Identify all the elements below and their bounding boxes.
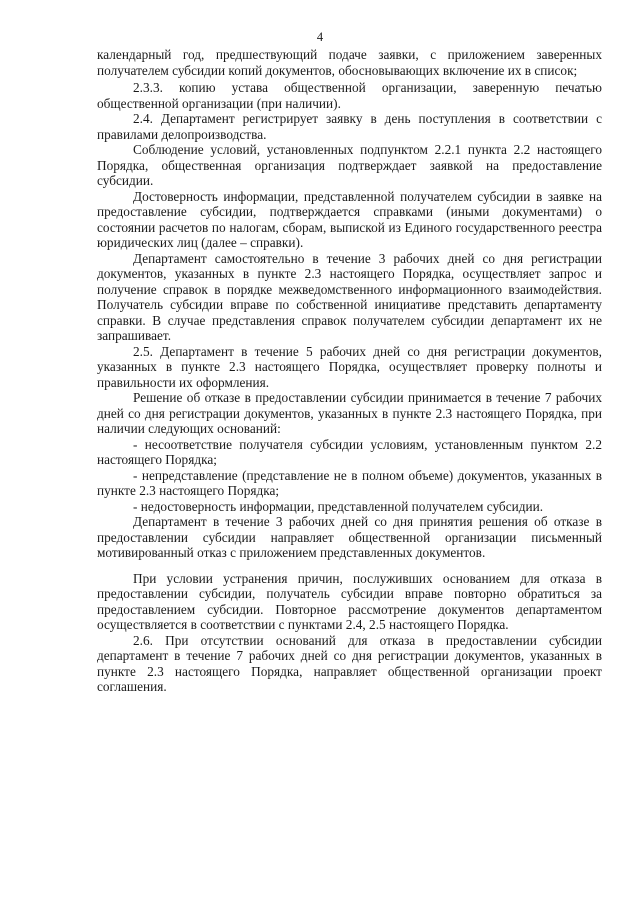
paragraph: Решение об отказе в предоставлении субсидии принимается в течение 7 рабочих дней со дня регистрации документов, указанных в пункте 2.3 настоящего Порядка, при наличии следующих оснований: [97, 390, 602, 436]
paragraph: 2.4. Департамент регистрирует заявку в день поступления в соответствии с правилами делопроизводства. [97, 111, 602, 142]
paragraph: Достоверность информации, представленной получателем субсидии в заявке на предоставление субсидии, подтверждается справками (иными документами) о состоянии расчетов по налогам, сборам, выпиской из Единого государственного реестра юридических лиц (далее – справки). [97, 188, 602, 250]
paragraph: При условии устранения причин, послуживших основанием для отказа в предоставлении субсидии, получатель субсидии вправе повторно обратиться за предоставлением субсидии. Повторное рассмотрение документов департаментом осуществляется в соответствии с пунктами 2.4, 2.5 настоящего Порядка. [97, 570, 602, 632]
paragraph: 2.5. Департамент в течение 5 рабочих дней со дня регистрации документов, указанных в пункте 2.3 настоящего Порядка, осуществляет проверку полноты и правильности их оформления. [97, 343, 602, 390]
paragraph: 2.6. При отсутствии оснований для отказа в предоставлении субсидии департамент в течение 7 рабочих дней со дня регистрации документов, указанных в пункте 2.3 настоящего Порядка, направляет общественной организации проект соглашения. [97, 632, 602, 694]
list-item: - непредставление (представление не в полном объеме) документов, указанных в пункте 2.3 настоящего Порядка; [97, 467, 602, 498]
document-body [97, 47, 602, 695]
paragraph: 2.3.3. копию устава общественной организации, заверенную печатью общественной организации (при наличии). [97, 80, 602, 111]
list-item: - недостоверность информации, представленной получателем субсидии. [133, 498, 544, 514]
paragraph: календарный год, предшествующий подаче заявки, с приложением заверенных получателем субсидии копий документов, обосновывающих включение их в список; [97, 47, 602, 78]
list-item: - несоответствие получателя субсидии условиям, установленным пунктом 2.2 настоящего Порядка; [97, 436, 602, 467]
paragraph: Департамент в течение 3 рабочих дней со дня принятия решения об отказе в предоставлении субсидии направляет общественной организации письменный мотивированный отказ с приложением представленных документов. [97, 514, 602, 560]
paragraph: Соблюдение условий, установленных подпунктом 2.2.1 пункта 2.2 настоящего Порядка, общественная организация подтверждает заявкой на предоставление субсидии. [97, 142, 602, 188]
paragraph: Департамент самостоятельно в течение 3 рабочих дней со дня регистрации документов, указанных в пункте 2.3 настоящего Порядка, осуществляет запрос и получение справок в порядке межведомственного информационного взаимодействия. Получатель субсидии вправе по собственной инициативе представить департаменту справки. В случае представления справок получателем субсидии департамент их не запрашивает. [97, 250, 602, 343]
page-number: 4 [316, 30, 324, 44]
